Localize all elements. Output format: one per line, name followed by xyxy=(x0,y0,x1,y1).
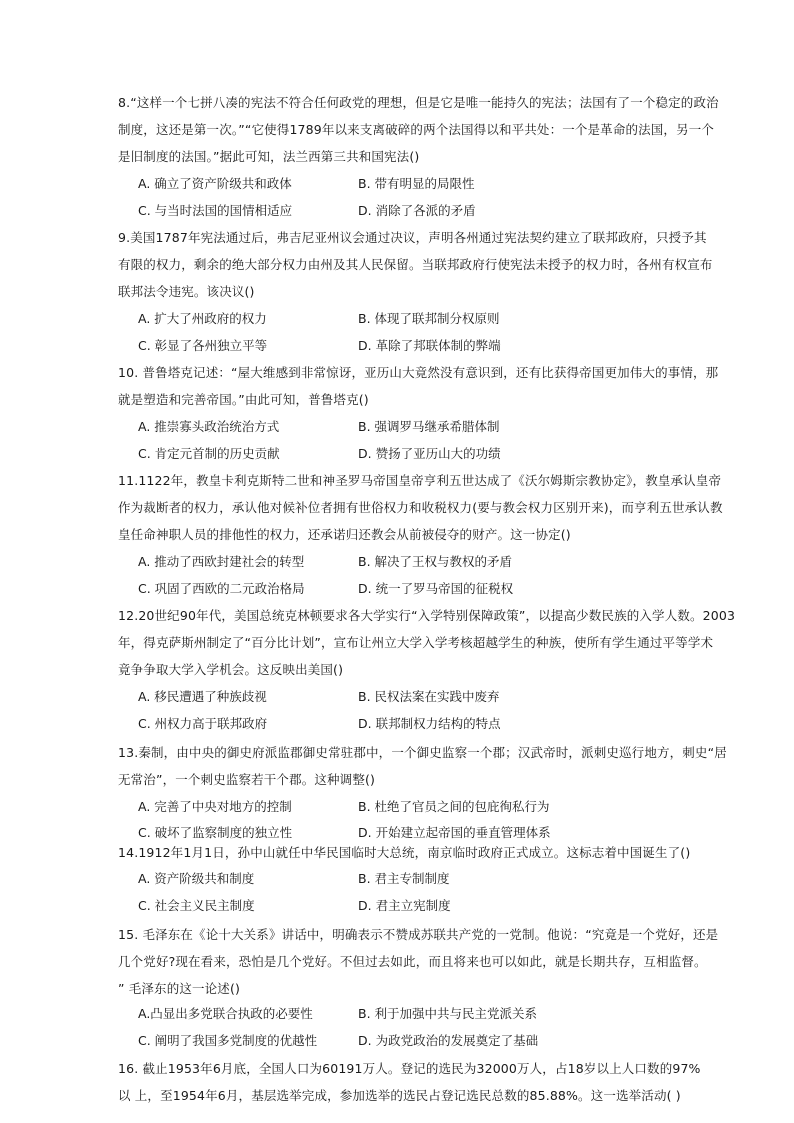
question-9-stem-line: 联邦法令违宪。该决议() xyxy=(118,284,255,299)
question-9-option-d: D. 革除了邦联体制的弊端 xyxy=(358,338,501,353)
question-11-option-a: A. 推动了西欧封建社会的转型 xyxy=(138,554,305,569)
question-13-stem-line: 13.秦制，由中央的御史府派监郡御史常驻郡中，一个御史监察一个郡；汉武帝时，派刺史巡行地方，刺史“居 xyxy=(118,745,727,760)
question-12-option-b: B. 民权法案在实践中废弃 xyxy=(358,689,500,704)
question-11-option-c: C. 巩固了西欧的二元政治格局 xyxy=(138,581,305,596)
question-14-option-c: C. 社会主义民主制度 xyxy=(138,898,255,913)
question-9-option-c: C. 彰显了各州独立平等 xyxy=(138,338,268,353)
question-10-option-a: A. 推崇寡头政治统治方式 xyxy=(138,419,280,434)
question-12-stem-line: 年，得克萨斯州制定了“百分比计划”，宣布让州立大学入学考核超越学生的种族，使所有学生通过平等学术 xyxy=(118,635,714,650)
question-11-stem-line: 皇任命神职人员的排他性的权力，还承诺归还教会从前被侵夺的财产。这一协定() xyxy=(118,527,571,542)
question-13-option-b: B. 杜绝了官员之间的包庇徇私行为 xyxy=(358,799,550,814)
question-8-stem-line: 制度，这还是第一次。”“它使得1789年以来支离破碎的两个法国得以和平共处：一个是革命的法国，另一个 xyxy=(118,122,715,137)
question-12-stem-line: 竟争争取大学入学机会。这反映出美国() xyxy=(118,662,344,677)
question-15-option-b: B. 利于加强中共与民主党派关系 xyxy=(358,1006,538,1021)
question-10-option-d: D. 赞扬了亚历山大的功绩 xyxy=(358,446,501,461)
question-12-option-d: D. 联邦制权力结构的特点 xyxy=(358,716,501,731)
question-10-stem-line: 10. 普鲁塔克记述：“屋大维感到非常惊讶，亚历山大竟然没有意识到，还有比获得帝国更加伟大的事情，那 xyxy=(118,365,719,380)
question-14-option-b: B. 君主专制制度 xyxy=(358,871,450,886)
question-12-stem-line: 12.20世纪90年代，美国总统克林顿要求各大学实行“入学特别保障政策”，以提高少数民族的入学人数。2003 xyxy=(118,608,736,623)
question-8-option-a: A. 确立了资产阶级共和政体 xyxy=(138,176,292,191)
question-8-option-d: D. 消除了各派的矛盾 xyxy=(358,203,476,218)
question-15-option-a: A.凸显出多党联合执政的必要性 xyxy=(138,1006,313,1021)
question-10-option-c: C. 肯定元首制的历史贡献 xyxy=(138,446,280,461)
question-11-option-d: D. 统一了罗马帝国的征税权 xyxy=(358,581,514,596)
question-13-stem-line: 无常治”，一个刺史监察若干个郡。这种调整() xyxy=(118,772,376,787)
question-8-stem-line: 8.“这样一个七拼八凑的宪法不符合任何政党的理想，但是它是唯一能持久的宪法；法国有了一个稳定的政治 xyxy=(118,95,719,110)
question-15-option-d: D. 为政党政治的发展奠定了基础 xyxy=(358,1033,539,1048)
question-12-option-c: C. 州权力高于联邦政府 xyxy=(138,716,268,731)
question-10-stem-line: 就是塑造和完善帝国。”由此可知，普鲁塔克() xyxy=(118,392,369,407)
question-8-option-c: C. 与当时法国的国情相适应 xyxy=(138,203,293,218)
question-9-option-b: B. 体现了联邦制分权原则 xyxy=(358,311,500,326)
question-14-stem-line: 14.1912年1月1日，孙中山就任中华民国临时大总统，南京临时政府正式成立。这标志着中国诞生了() xyxy=(118,845,691,860)
question-16-stem-line: 16. 截止1953年6月底，全国人口为60191万人。登记的选民为32000万人，占18岁以上人口数的97% xyxy=(118,1061,701,1076)
question-10-option-b: B. 强调罗马继承希腊体制 xyxy=(358,419,500,434)
question-13-option-c: C. 破坏了监察制度的独立性 xyxy=(138,825,293,840)
question-9-stem-line: 9.美国1787年宪法通过后，弗吉尼亚州议会通过决议，声明各州通过宪法契约建立了联邦政府，只授予其 xyxy=(118,230,707,245)
question-12-option-a: A. 移民遭遇了种族歧视 xyxy=(138,689,267,704)
question-16-stem-line: 以 上，至1954年6月，基层选举完成，参加选举的选民占登记选民总数的85.88%。这一选举活动( ) xyxy=(118,1088,681,1103)
question-15-option-c: C. 阐明了我国多党制度的优越性 xyxy=(138,1033,318,1048)
question-13-option-a: A. 完善了中央对地方的控制 xyxy=(138,799,292,814)
question-9-option-a: A. 扩大了州政府的权力 xyxy=(138,311,267,326)
question-13-option-d: D. 开始建立起帝国的垂直管理体系 xyxy=(358,825,551,840)
question-9-stem-line: 有限的权力，剩余的绝大部分权力由州及其人民保留。当联邦政府行使宪法未授予的权力时，各州有权宣布 xyxy=(118,257,713,272)
question-15-stem-line: 15. 毛泽东在《论十大关系》讲话中，明确表示不赞成苏联共产党的一党制。他说：“究竟是一个党好，还是 xyxy=(118,927,719,942)
question-8-stem-line: 是旧制度的法国。”据此可知，法兰西第三共和国宪法() xyxy=(118,149,420,164)
question-11-option-b: B. 解决了王权与教权的矛盾 xyxy=(358,554,513,569)
question-15-stem-line: ” 毛泽东的这一论述() xyxy=(118,981,241,996)
question-11-stem-line: 作为裁断者的权力，承认他对候补位者拥有世俗权力和收税权力(要与教会权力区别开来)，而亨利五世承认教 xyxy=(118,500,723,515)
question-14-option-d: D. 君主立宪制度 xyxy=(358,898,451,913)
question-11-stem-line: 11.1122年，教皇卡利克斯特二世和神圣罗马帝国皇帝亨利五世达成了《沃尔姆斯宗教协定》，教皇承认皇帝 xyxy=(118,473,722,488)
question-15-stem-line: 几个党好?现在看来，恐怕是几个党好。不但过去如此，而且将来也可以如此，就是长期共存，互相监督。 xyxy=(118,954,707,969)
question-14-option-a: A. 资产阶级共和制度 xyxy=(138,871,255,886)
question-8-option-b: B. 带有明显的局限性 xyxy=(358,176,475,191)
